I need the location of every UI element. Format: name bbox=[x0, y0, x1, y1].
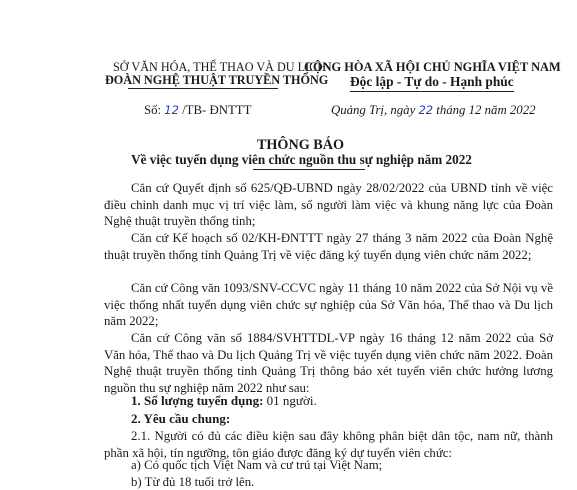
item-2-1-conditions: 2.1. Người có đủ các điều kiện sau đây không phân biệt dân tộc, nam nữ, thành phần xã hội, tín ngưỡng, tôn giáo được đăng ký dự tuyển viên chức: bbox=[104, 429, 553, 460]
date-suffix: tháng 12 năm 2022 bbox=[433, 103, 536, 117]
item-1-quantity bbox=[131, 393, 317, 409]
doc-no-prefix: Số: bbox=[144, 103, 165, 117]
item-b-age: b) Từ đủ 18 tuổi trở lên. bbox=[131, 475, 255, 489]
item-2-heading: 2. Yêu cầu chung: bbox=[131, 411, 231, 426]
doc-no-handwritten: 12 bbox=[164, 103, 179, 117]
paragraph-legal-basis-4: Căn cứ Công văn số 1884/SVHTTDL-VP ngày 16 tháng 12 năm 2022 của Sở Văn hóa, Thể thao và Du lịch Quảng Trị về việc tuyển dụng viên chức năm 2022. Đoàn Nghệ thuật truyền thống tỉnh Quảng Trị thông báo xét tuyển viên chức hưởng lương nguồn thu sự nghiệp năm 2022 như sau: bbox=[104, 331, 553, 395]
motto-underline bbox=[350, 91, 514, 92]
nation-motto: Độc lập - Tự do - Hạnh phúc bbox=[350, 74, 514, 89]
paragraph-legal-basis-1: Căn cứ Quyết định số 625/QĐ-UBND ngày 28/02/2022 của UBND tỉnh về việc điều chỉnh danh mục vị trí việc làm, số người làm việc và khung năng lực của Đoàn Nghệ thuật truyền thống tỉnh; bbox=[104, 181, 553, 228]
notice-heading: THÔNG BÁO bbox=[256, 137, 345, 153]
item-1-value: 01 người. bbox=[263, 393, 317, 408]
nation-name: CỘNG HÒA XÃ HỘI CHỦ NGHĨA VIỆT NAM bbox=[304, 60, 561, 74]
date-prefix: Quảng Trị, ngày bbox=[331, 103, 419, 117]
paragraph-legal-basis-2: Căn cứ Kế hoạch số 02/KH-ĐNTTT ngày 27 tháng 3 năm 2022 của Đoàn Nghệ thuật truyền thống tỉnh Quảng Trị về việc đăng ký tuyển dụng viên chức năm 2022; bbox=[104, 231, 553, 262]
org-name-line1: SỞ VĂN HÓA, THỂ THAO VÀ DU LỊCH bbox=[113, 60, 327, 74]
notice-subject: Về việc tuyển dụng viên chức nguồn thu sự nghiệp năm 2022 bbox=[131, 152, 472, 167]
item-a-nationality: a) Có quốc tịch Việt Nam và cư trú tại Việt Nam; bbox=[131, 458, 383, 472]
doc-no-suffix: /TB- ĐNTTT bbox=[178, 103, 252, 117]
document-number bbox=[144, 103, 251, 118]
date-handwritten: 22 bbox=[418, 103, 434, 117]
paragraph-legal-basis-3: Căn cứ Công văn 1093/SNV-CCVC ngày 11 tháng 10 năm 2022 của Sở Nội vụ về việc thống nhất tuyển dụng viên chức sự nghiệp của Sở Văn hóa, Thể thao và Du lịch năm 2022; bbox=[104, 281, 553, 328]
item-1-label: 1. Số lượng tuyển dụng: bbox=[131, 393, 264, 408]
subject-underline bbox=[253, 169, 365, 170]
org-name-line2: ĐOÀN NGHỆ THUẬT TRUYỀN THỐNG bbox=[105, 73, 329, 87]
document-date bbox=[331, 103, 536, 118]
org-underline bbox=[128, 88, 278, 89]
